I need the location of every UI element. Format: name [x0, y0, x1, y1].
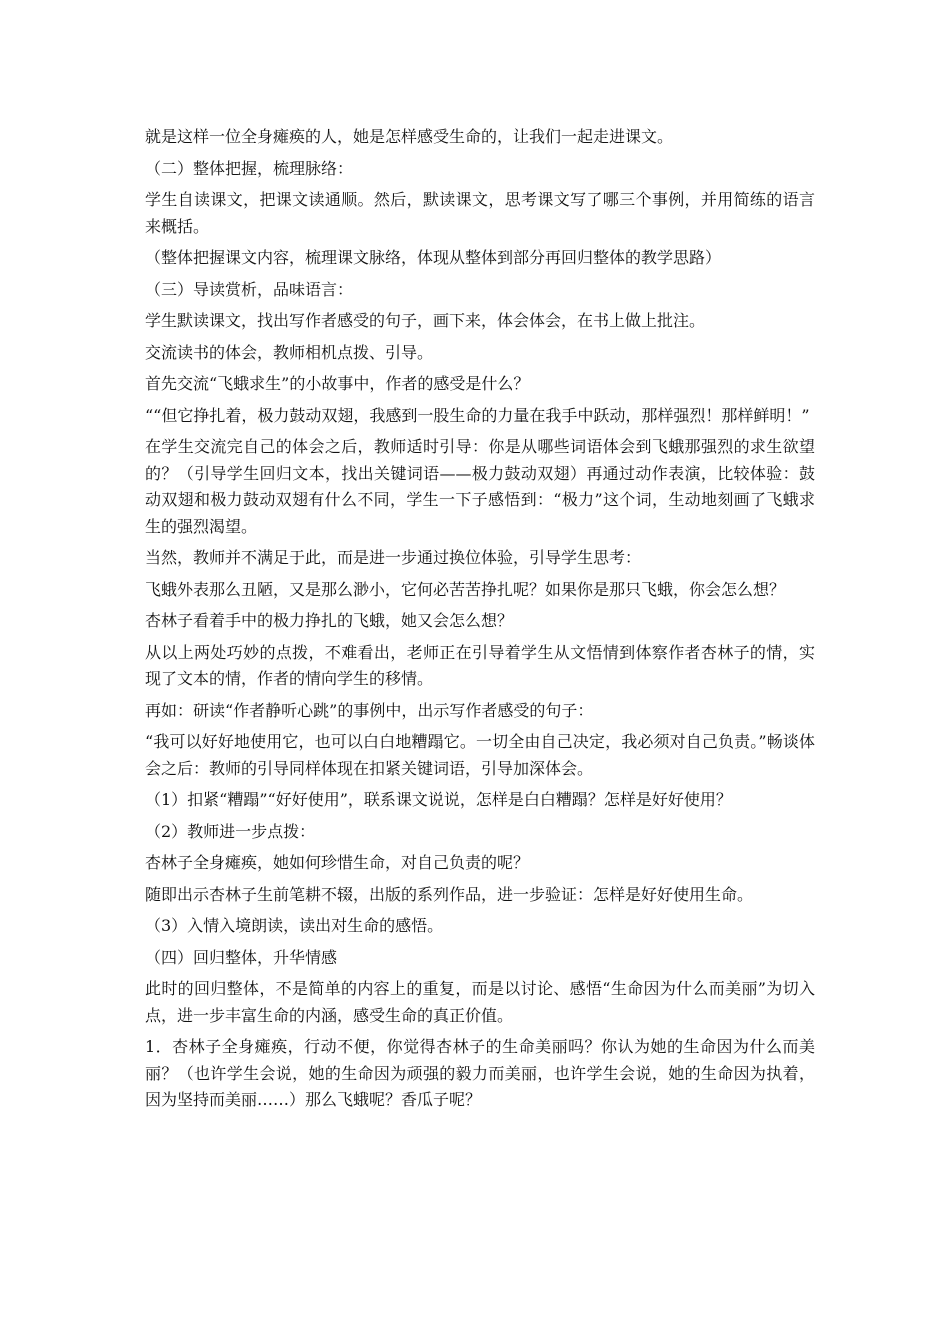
- paragraph: （整体把握课文内容，梳理课文脉络，体现从整体到部分再回归整体的教学思路）: [145, 248, 722, 267]
- list-item: （1）扣紧“糟蹋”“好好使用”，联系课文说说，怎样是白白糟蹋？怎样是好好使用？: [145, 790, 732, 809]
- paragraph: 在学生交流完自己的体会之后，教师适时引导：你是从哪些词语体会到飞蛾那强烈的求生欲望的？（引导学生回归文本，找出关键词语——极力鼓动双翅）再通过动作表演，比较体验：鼓动双翅和极力鼓动双翅有什么不同，学生一下子感悟到：“极力”这个词，生动地刻画了飞蛾求生的强烈渴望。: [145, 437, 815, 536]
- section-heading: （四）回归整体，升华情感: [145, 947, 338, 967]
- paragraph: 学生自读课文，把课文读通顺。然后，默读课文，思考课文写了哪三个事例，并用简练的语言来概括。: [145, 190, 815, 236]
- list-item: （3）入情入境朗读，读出对生命的感悟。: [145, 916, 444, 935]
- paragraph: 当然，教师并不满足于此，而是进一步通过换位体验，引导学生思考：: [145, 548, 642, 567]
- paragraph: 首先交流“飞蛾求生”的小故事中，作者的感受是什么？: [145, 374, 530, 393]
- paragraph: 随即出示杏林子生前笔耕不辍，出版的系列作品，进一步验证：怎样是好好使用生命。: [145, 884, 754, 904]
- list-item: 1．杏林子全身瘫痪，行动不便，你觉得杏林子的生命美丽吗？你认为她的生命因为什么而美丽？（也许学生会说，她的生命因为顽强的毅力而美丽，也许学生会说，她的生命因为执着，因为坚持而美丽……）那么飞蛾呢？香瓜子呢？: [145, 1037, 815, 1109]
- paragraph: 杏林子看着手中的极力挣扎的飞蛾，她又会怎么想？: [145, 611, 514, 630]
- section-heading: （二）整体把握，梳理脉络：: [145, 158, 354, 178]
- quote-paragraph: “我可以好好地使用它，也可以白白地糟蹋它。一切全由自己决定，我必须对自己负责。”畅谈体会之后：教师的引导同样体现在扣紧关键词语，引导加深体会。: [145, 732, 815, 778]
- document-body: [145, 124, 815, 1114]
- paragraph: 交流读书的体会，教师相机点拨、引导。: [145, 342, 434, 362]
- paragraph: 从以上两处巧妙的点拨，不难看出，老师正在引导着学生从文悟情到体察作者杏林子的情，实现了文本的情，作者的情向学生的移情。: [145, 642, 815, 688]
- paragraph: 此时的回归整体，不是简单的内容上的重复，而是以讨论、感悟“生命因为什么而美丽”为切入点，进一步丰富生命的内涵，感受生命的真正价值。: [145, 979, 815, 1025]
- paragraph: 杏林子全身瘫痪，她如何珍惜生命，对自己负责的呢？: [145, 853, 530, 872]
- section-heading: （三）导读赏析，品味语言：: [145, 279, 354, 299]
- paragraph: 就是这样一位全身瘫痪的人，她是怎样感受生命的，让我们一起走进课文。: [145, 127, 674, 146]
- quote-paragraph: ““但它挣扎着，极力鼓动双翅，我感到一股生命的力量在我手中跃动，那样强烈！那样鲜明！”: [145, 405, 810, 425]
- paragraph: 学生默读课文，找出写作者感受的句子，画下来，体会体会，在书上做上批注。: [145, 311, 706, 330]
- list-item: （2）教师进一步点拨：: [145, 821, 316, 841]
- paragraph: 飞蛾外表那么丑陋，又是那么渺小，它何必苦苦挣扎呢？如果你是那只飞蛾，你会怎么想？: [145, 579, 786, 599]
- paragraph: 再如：研读“作者静听心跳”的事例中，出示写作者感受的句子：: [145, 700, 594, 720]
